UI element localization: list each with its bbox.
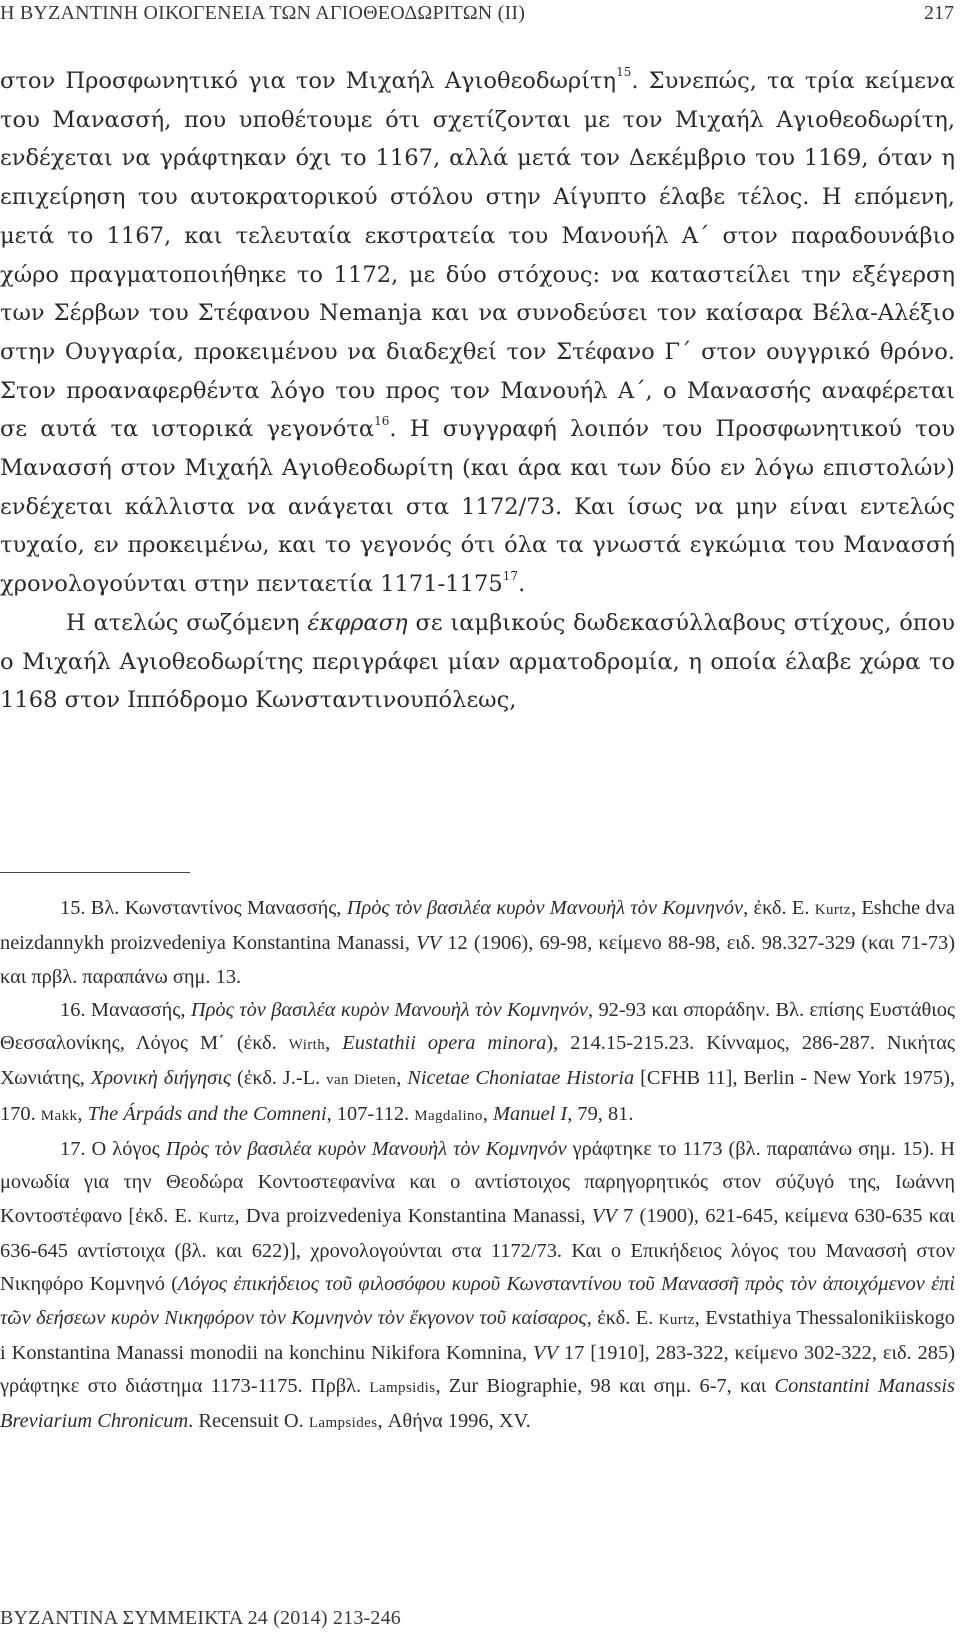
body-text: . Συνεπώς, τα τρία κείμενα του Μανασσή, που υποθέτουμε ότι σχετίζονται με τον Μιχαήλ Αγιοθεοδωρίτη, ενδέχεται να γράφτηκαν όχι το 1167, αλλά μετά τον Δεκέμβριο του 1169, όταν η επιχείρηση του αυτοκρατορικού στόλου στην Αίγυπτο έλαβε τέλος. Η επόμενη, μετά το 1167, και τελευταία εκστρατεία του Μανουήλ Α΄ στον παραδουνάβιο χώρο πραγματοποιήθηκε το 1172, με δύο στόχους: να καταστείλει την εξέγερση των Σέρβων του Στέφανου Nemanja και να συνοδεύσει τον καίσαρα Βέλα-Αλέξιο στην Ουγγαρία, προκειμένου να διαδεχθεί τον Στέφανο Γ΄ στον ουγγρικό θρόνο. Στον προαναφερθέντα λόγο του προς τον Μανουήλ Α΄, ο Μανασσής αναφέρεται σε αυτά τα ιστορικά γεγονότα xyxy=(0,68,955,443)
footnote-text: , 92-93 και σποράδην. Βλ. επίσης Ευστάθιος Θεσσαλονίκης, Λόγος Μ΄ (ἐκδ. xyxy=(0,998,955,1055)
body-text: σε ιαμβικούς δωδεκασύλλαβους στίχους, όπου ο Μιχαήλ Αγιοθεοδωρίτης περιγράφει μίαν αρματοδρομία, η οποία έλαβε χώρα το 1168 στον Ιππόδρομο Κωνσταντινουπόλεως, xyxy=(0,609,955,714)
footnote-text: , 107-112. xyxy=(326,1102,415,1125)
footnote-text: , xyxy=(482,1102,494,1125)
footnote-text: , Zur Biographie, 98 και σημ. 6-7, και xyxy=(435,1375,775,1398)
footnote-16 xyxy=(0,994,955,1133)
footnote-17 xyxy=(0,1133,955,1441)
footnote-text: , ἐκδ. Ε. xyxy=(586,1306,659,1329)
footnote-text: γράφτηκε το 1173 (βλ. παραπάνω σημ. 15). Η μονωδία για την Θεοδώρα Κοντοστεφανίνα και ο αντίστοιχος παρηγορητικός στον σύζυγό της, Ιωάννη Κοντοστέφανο [ἐκδ. Ε. xyxy=(0,1138,956,1227)
footnote-text: , xyxy=(325,1032,343,1055)
footnote-text: , xyxy=(396,1067,408,1090)
author-name: Kurtz xyxy=(658,1311,695,1328)
author-name: Lampsidis xyxy=(369,1380,436,1397)
author-name: Makk xyxy=(40,1107,78,1124)
journal-abbrev: VV xyxy=(591,1204,617,1227)
footnote-text: 17. Ο λόγος xyxy=(60,1138,166,1161)
footnote-text: 17 [1910], 283-322, κείμενο 302-322, ειδ. 285) γράφτηκε στο διάστημα 1173-1175. Πρβλ. xyxy=(0,1341,955,1398)
footnote-text: , Evstathiya Thessalonikiiskogo i Konstantina Manassi monodii na konchinu Nikifora Komnina, xyxy=(0,1306,955,1364)
footnote-text: . Recensuit O. xyxy=(188,1410,309,1433)
footnote-ref-15[interactable]: 15 xyxy=(616,65,632,80)
author-name: Kurtz xyxy=(198,1209,235,1226)
footnote-title: Λόγος ἐπικήδειος τοῦ φιλοσόφου κυροῦ Κωνσταντίνου τοῦ Μανασσῆ πρὸς τὸν ἀποιχόμενον ἐπὶ τῶν δεήσεων κυρὸν Νικηφόρον τὸν Κομνηνὸν τὸν ἔκγονον τοῦ καίσαρος xyxy=(0,1273,955,1329)
body-text: Η ατελώς σωζόμενη xyxy=(66,609,308,636)
footnotes xyxy=(0,892,955,1441)
journal-abbrev: VV xyxy=(533,1341,558,1364)
footnote-title: Πρὸς τὸν βασιλέα κυρὸν Μανουὴλ τὸν Κομνηνόν xyxy=(190,998,588,1021)
footnote-ref-17[interactable]: 17 xyxy=(502,568,519,583)
page-number: 217 xyxy=(924,2,954,24)
footnote-text: ), 214.15-215.23. Κίνναμος, 286-287. Νικήτας Χωνιάτης, xyxy=(0,1032,955,1090)
body-text: . xyxy=(518,571,526,598)
author-name: Kurtz xyxy=(814,902,851,918)
footnote-ref-16[interactable]: 16 xyxy=(374,413,390,428)
running-title: Η ΒΥΖΑΝΤΙΝΗ ΟΙΚΟΓΕΝΕΙΑ ΤΩΝ ΑΓΙΟΘΕΟΔΩΡΙΤΩΝ (ΙΙ) xyxy=(0,2,526,24)
body-paragraph-1 xyxy=(0,62,955,604)
footnote-title: Πρὸς τὸν βασιλέα κυρὸν Μανουὴλ τὸν Κομνηνόν xyxy=(165,1138,567,1161)
main-text xyxy=(0,62,955,720)
footnote-text: , xyxy=(77,1102,88,1125)
footnote-text: , Αθήνα 1996, XV. xyxy=(377,1410,531,1433)
body-paragraph-2 xyxy=(0,604,955,720)
author-name: Magdalino xyxy=(414,1107,483,1124)
footnote-text: 7 (1900), 621-645, κείμενα 630-635 και 636-645 αντίστοιχα (βλ. και 622)], χρονολογούνται στα 1172/73. Και ο Επικήδειος λόγος του Μανασσή στον Νικηφόρο Κομνηνό ( xyxy=(0,1204,956,1296)
footnote-title: Manuel I xyxy=(493,1102,568,1125)
journal-abbrev: VV xyxy=(416,932,442,955)
footnote-title: Constantini Manassis Breviarium Chronicum xyxy=(0,1375,955,1433)
author-name: van Dieten xyxy=(326,1072,397,1089)
running-footer: ΒΥΖΑΝΤΙΝΑ ΣΥΜΜΕΙΚΤΑ 24 (2014) 213-246 xyxy=(0,1607,401,1629)
body-text: . Η συγγραφή λοιπόν του Προσφωνητικού του Μανασσή στον Μιχαήλ Αγιοθεοδωρίτη (και άρα και των δύο εν λόγω επιστολών) ενδέχεται κάλλιστα να ανάγεται στα 1172/73. Και ίσως να μην είναι εντελώς τυχαίο, εν προκειμένω, και το γεγονός ότι όλα τα γνωστά εγκώμια του Μανασσή χρονολογούνται στην πενταετία 1171-1175 xyxy=(0,416,955,598)
footnote-separator xyxy=(0,872,190,873)
footnote-text: (ἐκδ. J.-L. xyxy=(231,1067,327,1090)
footnote-text: 16. Μανασσής, xyxy=(60,998,191,1021)
footnote-text: , Eshche dva neizdannykh proizvedeniya Konstantina Manassi, xyxy=(0,897,955,955)
body-text: στον Προσφωνητικό για τον Μιχαήλ Αγιοθεοδωρίτη xyxy=(0,68,617,94)
footnote-text: 12 (1906), 69-98, κείμενο 88-98, ειδ. 98.327-329 (και 71-73) και πρβλ. παραπάνω σημ. 13. xyxy=(0,932,955,988)
footnote-title: Eustathii opera minora xyxy=(342,1032,547,1055)
author-name: Lampsides xyxy=(308,1415,378,1432)
footnote-text: , ἐκδ. Ε. xyxy=(743,897,815,919)
footnote-text: , 79, 81. xyxy=(567,1102,634,1125)
footnote-text: , Dva proizvedeniya Konstantina Manassi, xyxy=(234,1204,592,1227)
italic-term: έκφραση xyxy=(307,609,408,636)
footnote-title: Χρονικὴ διήγησις xyxy=(90,1067,232,1090)
footnote-title: The Árpáds and the Comneni xyxy=(87,1102,327,1125)
footnote-15 xyxy=(0,892,955,994)
footnote-title: Nicetae Choniatae Historia xyxy=(407,1067,635,1090)
footnote-text: 15. Βλ. Κωνσταντίνος Μανασσής, xyxy=(60,897,347,919)
footnote-text: [CFHB 11], Berlin - New York 1975), 170. xyxy=(0,1067,956,1125)
author-name: Wirth xyxy=(288,1037,326,1054)
footnote-title: Πρὸς τὸν βασιλέα κυρὸν Μανουὴλ τὸν Κομνηνόν xyxy=(346,897,744,919)
running-header xyxy=(0,2,960,28)
